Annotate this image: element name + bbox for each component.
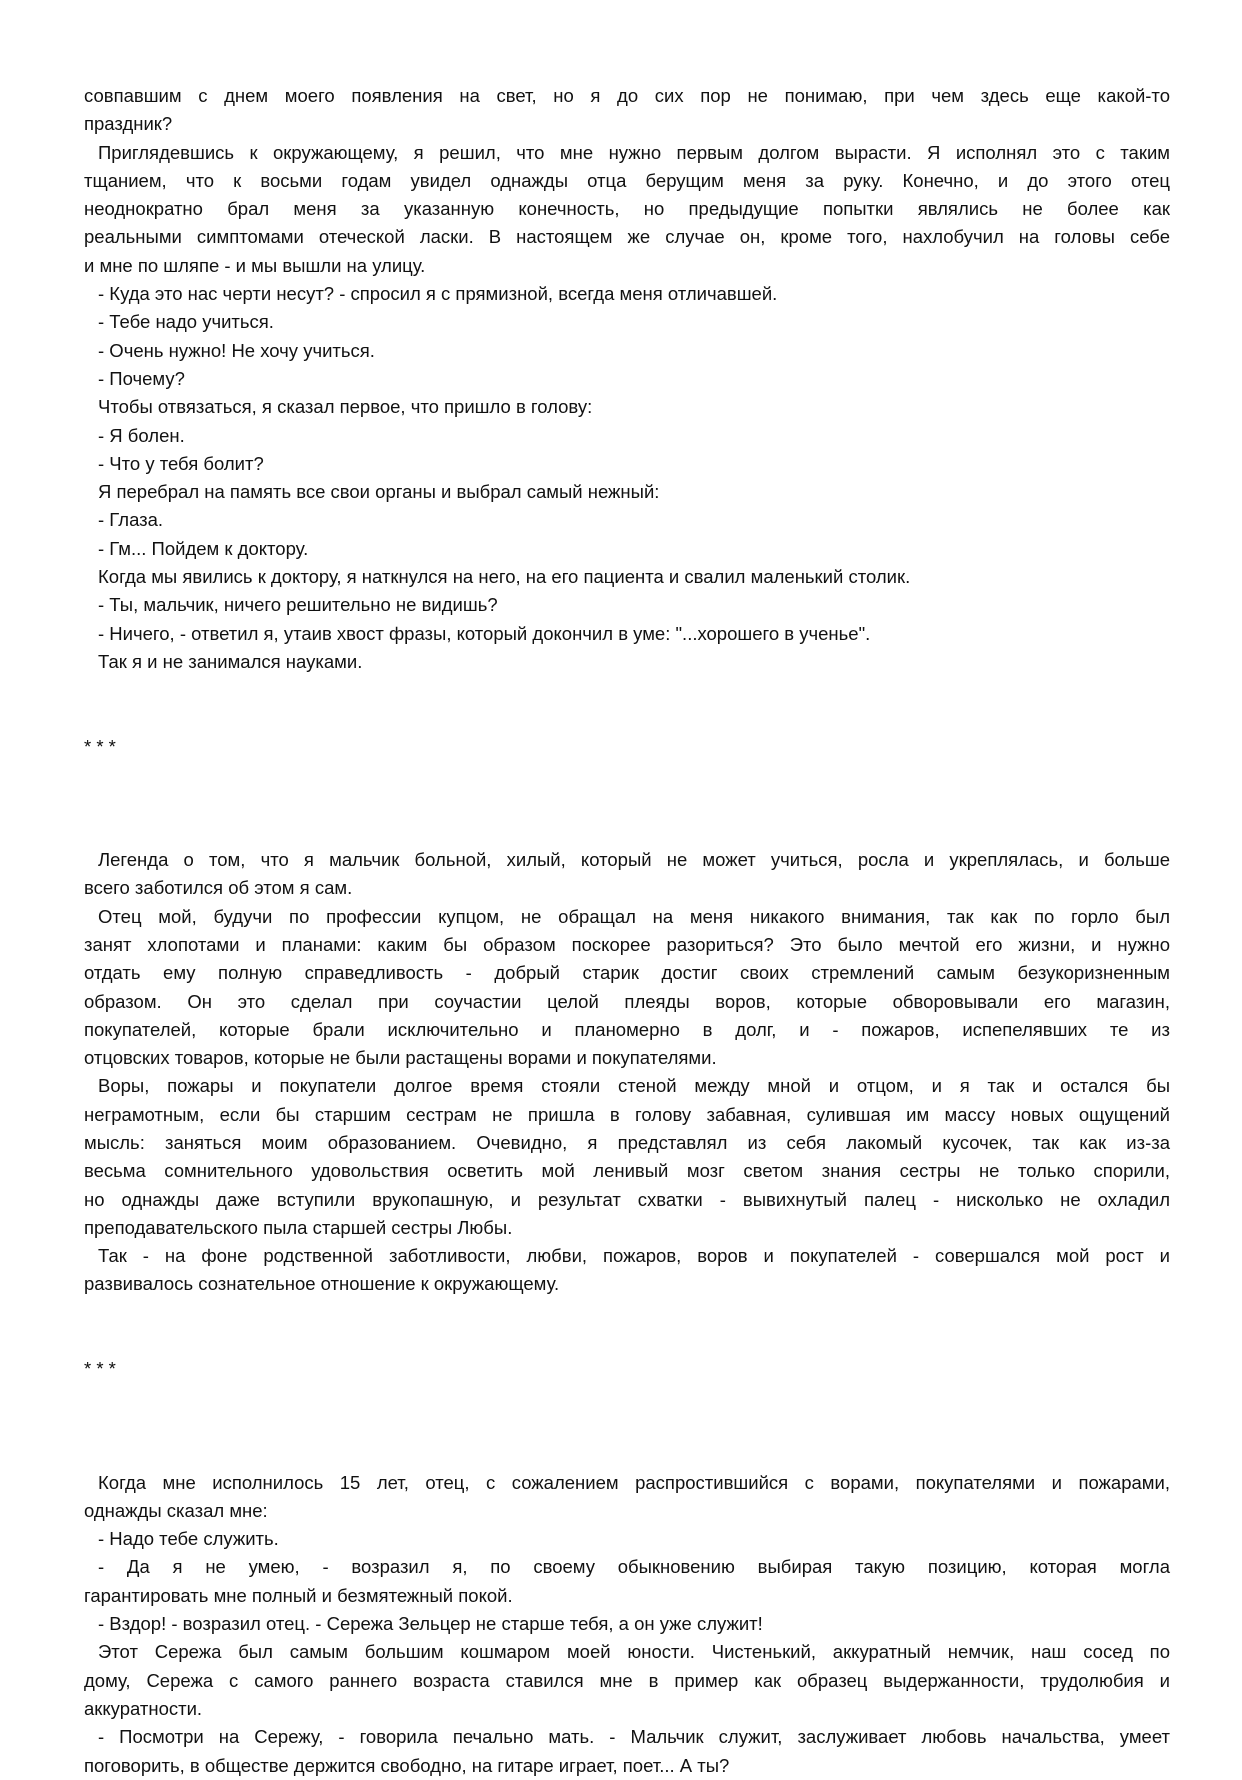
paragraph <box>84 478 1170 506</box>
paragraph <box>84 308 1170 336</box>
text-line: и мне по шляпе - и мы вышли на улицу. <box>84 254 426 276</box>
text-line: Так - на фоне родственной заботливости, любви, пожаров, воров и покупателей - совершался мой рост и <box>98 1245 1170 1267</box>
paragraph <box>84 1553 1170 1610</box>
paragraph <box>84 506 1170 534</box>
text-line: покупателей, которые брали исключительно и планомерно в долг, и - пожаров, испепелявших те из <box>84 1018 1170 1040</box>
text-line: - Почему? <box>98 367 185 389</box>
text-line: аккуратности. <box>84 1697 203 1719</box>
document-page <box>84 82 1170 1780</box>
paragraph <box>84 337 1170 365</box>
paragraph <box>84 1610 1170 1638</box>
paragraph <box>84 139 1170 280</box>
text-line: отцовских товаров, которые не были растащены ворами и покупателями. <box>84 1047 717 1069</box>
paragraph <box>84 846 1170 903</box>
text-line: - Ты, мальчик, ничего решительно не видишь? <box>98 594 498 616</box>
text-line: Так я и не занимался науками. <box>98 650 363 672</box>
text-line: занят хлопотами и планами: каким бы образом поскорее разориться? Это было мечтой его жизни, и нужно <box>84 933 1170 955</box>
paragraph <box>84 1072 1170 1242</box>
text-line: но однажды даже вступили врукопашную, и результат схватки - вывихнутый палец - нисколько не охладил <box>84 1188 1170 1210</box>
paragraph <box>84 82 1170 139</box>
text-line: праздник? <box>84 113 173 135</box>
text-line: неоднократно брал меня за указанную конечность, но предыдущие попытки являлись не более как <box>84 198 1170 220</box>
text-line: - Что у тебя болит? <box>98 452 264 474</box>
paragraph <box>84 422 1170 450</box>
text-line: гарантировать мне полный и безмятежный покой. <box>84 1584 513 1606</box>
text-line: - Я болен. <box>98 424 185 446</box>
text-line: Чтобы отвязаться, я сказал первое, что пришло в голову: <box>98 396 593 418</box>
text-line: Я перебрал на память все свои органы и выбрал самый нежный: <box>98 481 660 503</box>
text-line: Легенда о том, что я мальчик больной, хилый, который не может учиться, росла и укреплялась, и больше <box>98 849 1170 871</box>
text-line: Этот Сережа был самым большим кошмаром моей юности. Чистенький, аккуратный немчик, наш сосед по <box>98 1641 1170 1663</box>
paragraph <box>84 620 1170 648</box>
text-line: тщанием, что к восьми годам увидел однажды отца берущим меня за руку. Конечно, и до этого отец <box>84 169 1170 191</box>
text-line: реальными симптомами отеческой ласки. В настоящем же случае он, кроме того, нахлобучил на головы себе <box>84 226 1170 248</box>
text-line: однажды сказал мне: <box>84 1499 268 1521</box>
text-line: - Глаза. <box>98 509 164 531</box>
section-separator: * * * <box>84 1358 116 1380</box>
text-line: образом. Он это сделал при соучастии целой плеяды воров, которые обворовывали его магазин, <box>84 990 1170 1012</box>
text-line: преподавательского пыла старшей сестры Любы. <box>84 1216 513 1238</box>
paragraph <box>84 535 1170 563</box>
text-line: Приглядевшись к окружающему, я решил, что мне нужно первым долгом вырасти. Я исполнял это с таким <box>98 141 1170 163</box>
text-line: Отец мой, будучи по профессии купцом, не обращал на меня никакого внимания, так как по горло был <box>98 905 1170 927</box>
text-line: - Посмотри на Сережу, - говорила печально мать. - Мальчик служит, заслуживает любовь начальства, умеет <box>98 1726 1170 1748</box>
text-line: - Куда это нас черти несут? - спросил я с прямизной, всегда меня отличавшей. <box>98 283 778 305</box>
section-separator: * * * <box>84 735 116 757</box>
text-line: неграмотным, если бы старшим сестрам не пришла в голову забавная, сулившая им массу новых ощущений <box>84 1103 1170 1125</box>
paragraph <box>84 365 1170 393</box>
text-line: Когда мне исполнилось 15 лет, отец, с сожалением распростившийся с ворами, покупателями и пожарами, <box>98 1471 1170 1493</box>
paragraph <box>84 563 1170 591</box>
text-line: весьма сомнительного удовольствия осветить мой ленивый мозг светом знания сестры не только спорили, <box>84 1160 1170 1182</box>
paragraph <box>84 1638 1170 1723</box>
text-line: - Тебе надо учиться. <box>98 311 274 333</box>
text-line: дому, Сережа с самого раннего возраста ставился мне в пример как образец выдержанности, трудолюбия и <box>84 1669 1170 1691</box>
paragraph <box>84 1469 1170 1526</box>
paragraph <box>84 393 1170 421</box>
text-line: совпавшим с днем моего появления на свет, но я до сих пор не понимаю, при чем здесь еще какой-то <box>84 85 1170 106</box>
paragraph <box>84 1525 1170 1553</box>
paragraph <box>84 591 1170 619</box>
text-line: - Очень нужно! Не хочу учиться. <box>98 339 375 361</box>
text-line: - Ничего, - ответил я, утаив хвост фразы, который докончил в уме: "...хорошего в ученье". <box>98 622 871 644</box>
paragraph <box>84 1242 1170 1299</box>
text-line: - Да я не умею, - возразил я, по своему обыкновению выбирая такую позицию, которая могла <box>98 1556 1170 1578</box>
paragraph <box>84 450 1170 478</box>
text-line: развивалось сознательное отношение к окружающему. <box>84 1273 560 1295</box>
text-line: Когда мы явились к доктору, я наткнулся на него, на его пациента и свалил маленький столик. <box>98 566 911 588</box>
text-line: Воры, пожары и покупатели долгое время стояли стеной между мной и отцом, и я так и остался бы <box>98 1075 1170 1097</box>
text-line: - Надо тебе служить. <box>98 1528 279 1550</box>
paragraph <box>84 1723 1170 1780</box>
text-line: поговорить, в обществе держится свободно, на гитаре играет, поет... А ты? <box>84 1754 730 1776</box>
paragraph <box>84 903 1170 1073</box>
text-line: отдать ему полную справедливость - добрый старик достиг своих стремлений самым безукоризненным <box>84 962 1170 984</box>
text-line: - Вздор! - возразил отец. - Сережа Зельцер не старше тебя, а он уже служит! <box>98 1613 763 1635</box>
text-line: всего заботился об этом я сам. <box>84 877 353 899</box>
text-line: - Гм... Пойдем к доктору. <box>98 537 309 559</box>
text-line: мысль: заняться моим образованием. Очевидно, я представлял из себя лакомый кусочек, так как из-за <box>84 1131 1170 1153</box>
paragraph <box>84 648 1170 676</box>
paragraph <box>84 280 1170 308</box>
